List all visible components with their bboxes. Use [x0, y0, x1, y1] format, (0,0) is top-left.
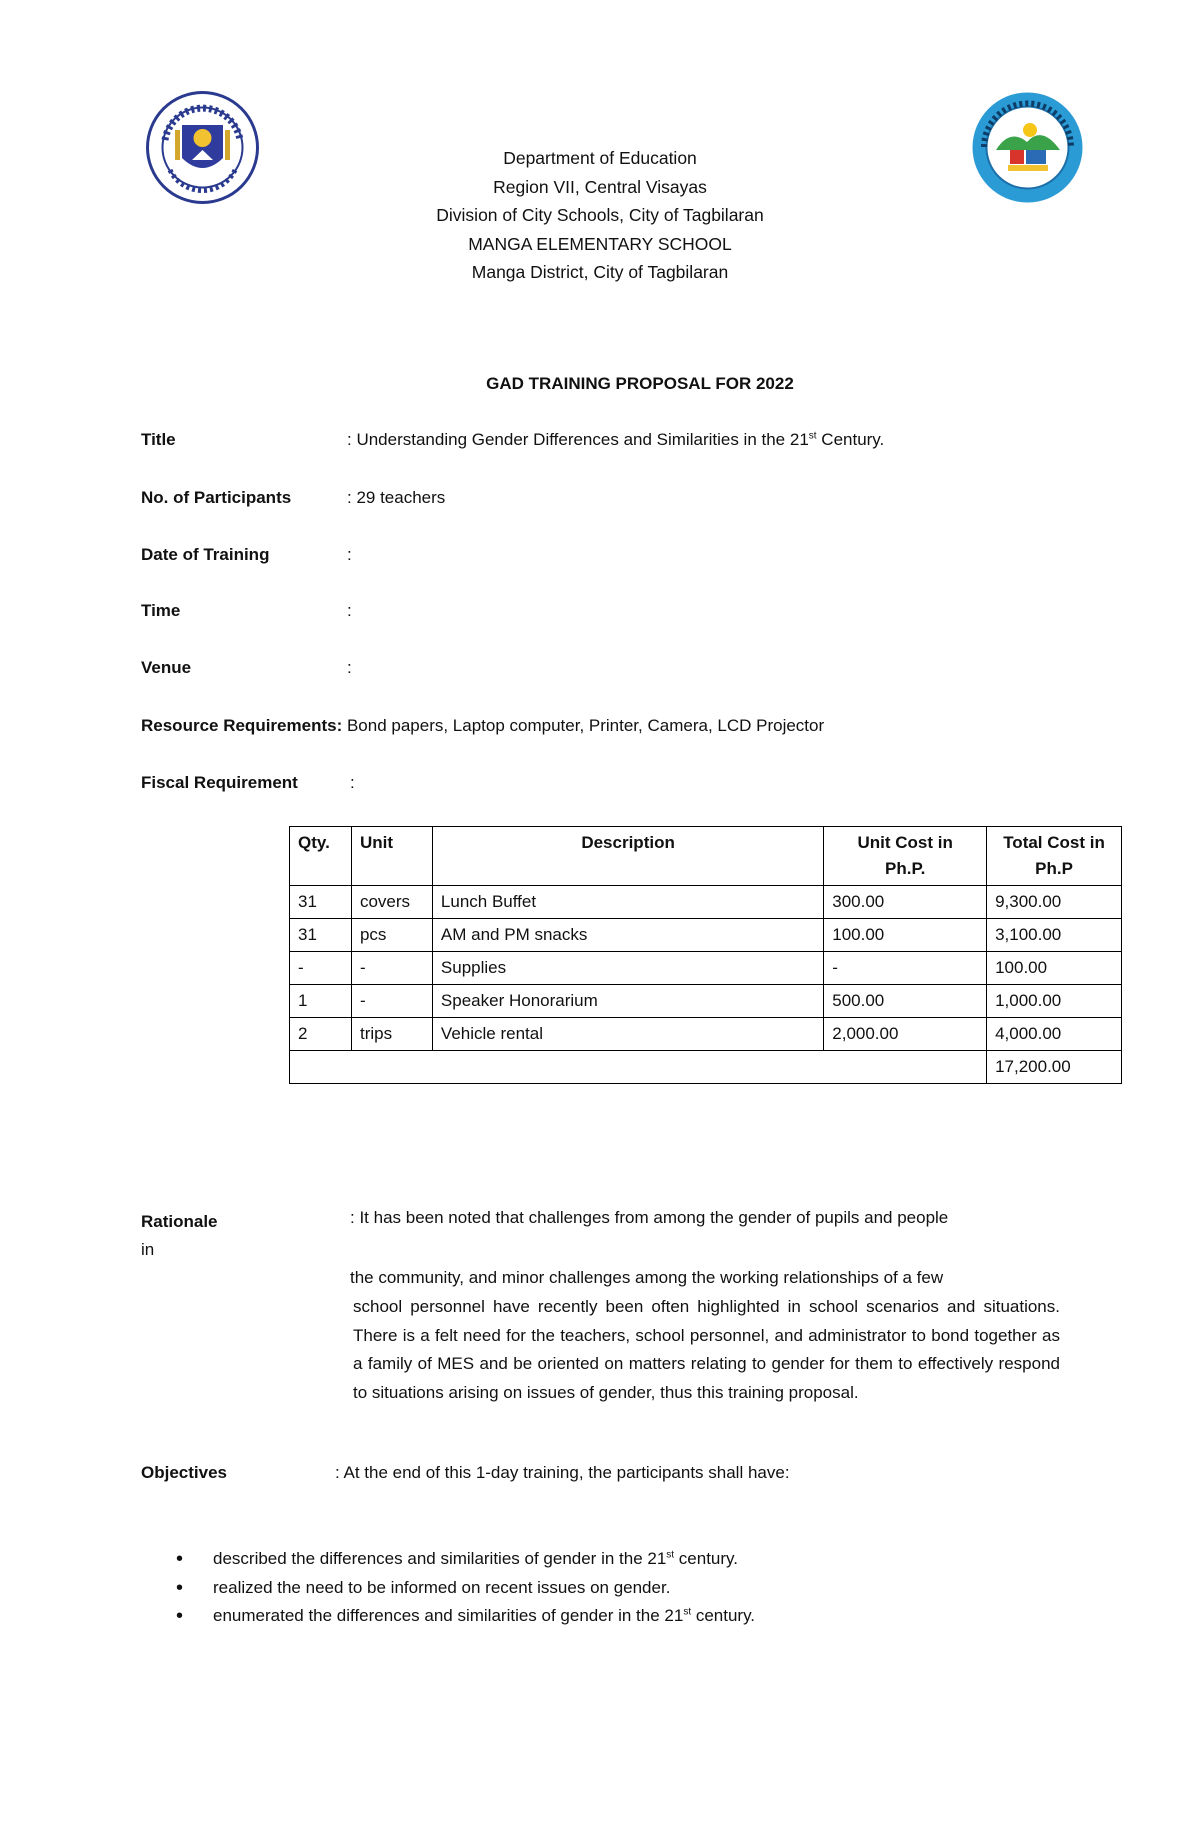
letterhead [0, 144, 1200, 287]
header-region: Region VII, Central Visayas [493, 176, 707, 197]
header-department: Department of Education [503, 148, 697, 168]
col-qty: Qty. [290, 827, 352, 886]
rationale-body: school personnel have recently been often highlighted in school scenarios and situations. There is a felt need for the teachers, school personnel, and administrator to bond together as a family of MES and be oriented on matters relating to gender for them to effectively respond to situations arising on issues of gender, thus this training proposal. [353, 1297, 1060, 1402]
cell-qty: 2 [290, 1018, 352, 1051]
cell-grand-total: 17,200.00 [987, 1051, 1122, 1084]
resource-value: Bond papers, Laptop computer, Printer, Camera, LCD Projector [342, 716, 825, 735]
list-item: • realized the need to be informed on recent issues on gender. [170, 1574, 755, 1603]
col-unit-cost: Unit Cost in Ph.P. [824, 827, 987, 886]
cell-unit: - [351, 985, 432, 1018]
cell-unit: - [351, 952, 432, 985]
cell-description: Speaker Honorarium [432, 985, 823, 1018]
cell-total-spacer [290, 1051, 987, 1084]
objectives-label: Objectives [141, 1463, 227, 1482]
proposal-title: GAD TRAINING PROPOSAL FOR 2022 [486, 374, 794, 393]
fiscal-value: : [350, 773, 355, 792]
col-description: Description [432, 827, 823, 886]
cell-total: 3,100.00 [987, 919, 1122, 952]
cell-unit-cost: 500.00 [824, 985, 987, 1018]
resource-label: Resource Requirements: Bond papers, Laptop computer, Printer, Camera, LCD Projector [141, 716, 825, 735]
cell-total: 1,000.00 [987, 985, 1122, 1018]
table-row [290, 886, 1122, 919]
col-total-cost: Total Cost in Ph.P [987, 827, 1122, 886]
rationale-label: Rationale in [141, 1212, 218, 1259]
header-school: MANGA ELEMENTARY SCHOOL [468, 233, 732, 254]
table-header-row [290, 827, 1122, 886]
table-row [290, 985, 1122, 1018]
fiscal-table [289, 826, 1122, 1084]
list-item: • enumerated the differences and similarities of gender in the 21st century. [170, 1602, 755, 1631]
list-item: • described the differences and similarities of gender in the 21st century. [170, 1545, 755, 1574]
cell-description: AM and PM snacks [432, 919, 823, 952]
objectives-list [170, 1545, 755, 1631]
time-value: : [347, 601, 352, 620]
cell-unit-cost: 2,000.00 [824, 1018, 987, 1051]
header-district: Manga District, City of Tagbilaran [471, 262, 729, 282]
participants-label: No. of Participants [141, 488, 292, 507]
cell-qty: 31 [290, 886, 352, 919]
objectives-intro: : At the end of this 1-day training, the participants shall have: [335, 1463, 790, 1482]
table-row [290, 919, 1122, 952]
rationale-first-line: : It has been noted that challenges from among the gender of pupils and people [350, 1208, 949, 1227]
table-row [290, 952, 1122, 985]
cell-description: Supplies [432, 952, 823, 985]
title-label: Title [141, 430, 176, 449]
fiscal-label: Fiscal Requirement [141, 773, 298, 792]
table-row [290, 1018, 1122, 1051]
date-label: Date of Training [141, 545, 270, 564]
cell-unit: pcs [351, 919, 432, 952]
date-value: : [347, 545, 352, 564]
title-value: : Understanding Gender Differences and Similarities in the 21st Century. [347, 430, 885, 449]
cell-qty: - [290, 952, 352, 985]
cell-unit-cost: - [824, 952, 987, 985]
cell-description: Vehicle rental [432, 1018, 823, 1051]
col-unit: Unit [351, 827, 432, 886]
cell-unit-cost: 100.00 [824, 919, 987, 952]
rationale-body-line1: the community, and minor challenges among the working relationships of a few [350, 1268, 944, 1287]
cell-unit: covers [351, 886, 432, 919]
table-total-row [290, 1051, 1122, 1084]
cell-qty: 1 [290, 985, 352, 1018]
venue-value: : [347, 658, 352, 677]
cell-unit: trips [351, 1018, 432, 1051]
cell-description: Lunch Buffet [432, 886, 823, 919]
participants-value: : 29 teachers [347, 488, 446, 507]
cell-total: 4,000.00 [987, 1018, 1122, 1051]
cell-total: 100.00 [987, 952, 1122, 985]
cell-unit-cost: 300.00 [824, 886, 987, 919]
cell-qty: 31 [290, 919, 352, 952]
venue-label: Venue [141, 658, 192, 677]
cell-total: 9,300.00 [987, 886, 1122, 919]
header-division: Division of City Schools, City of Tagbilaran [436, 205, 764, 225]
time-label: Time [141, 601, 181, 620]
